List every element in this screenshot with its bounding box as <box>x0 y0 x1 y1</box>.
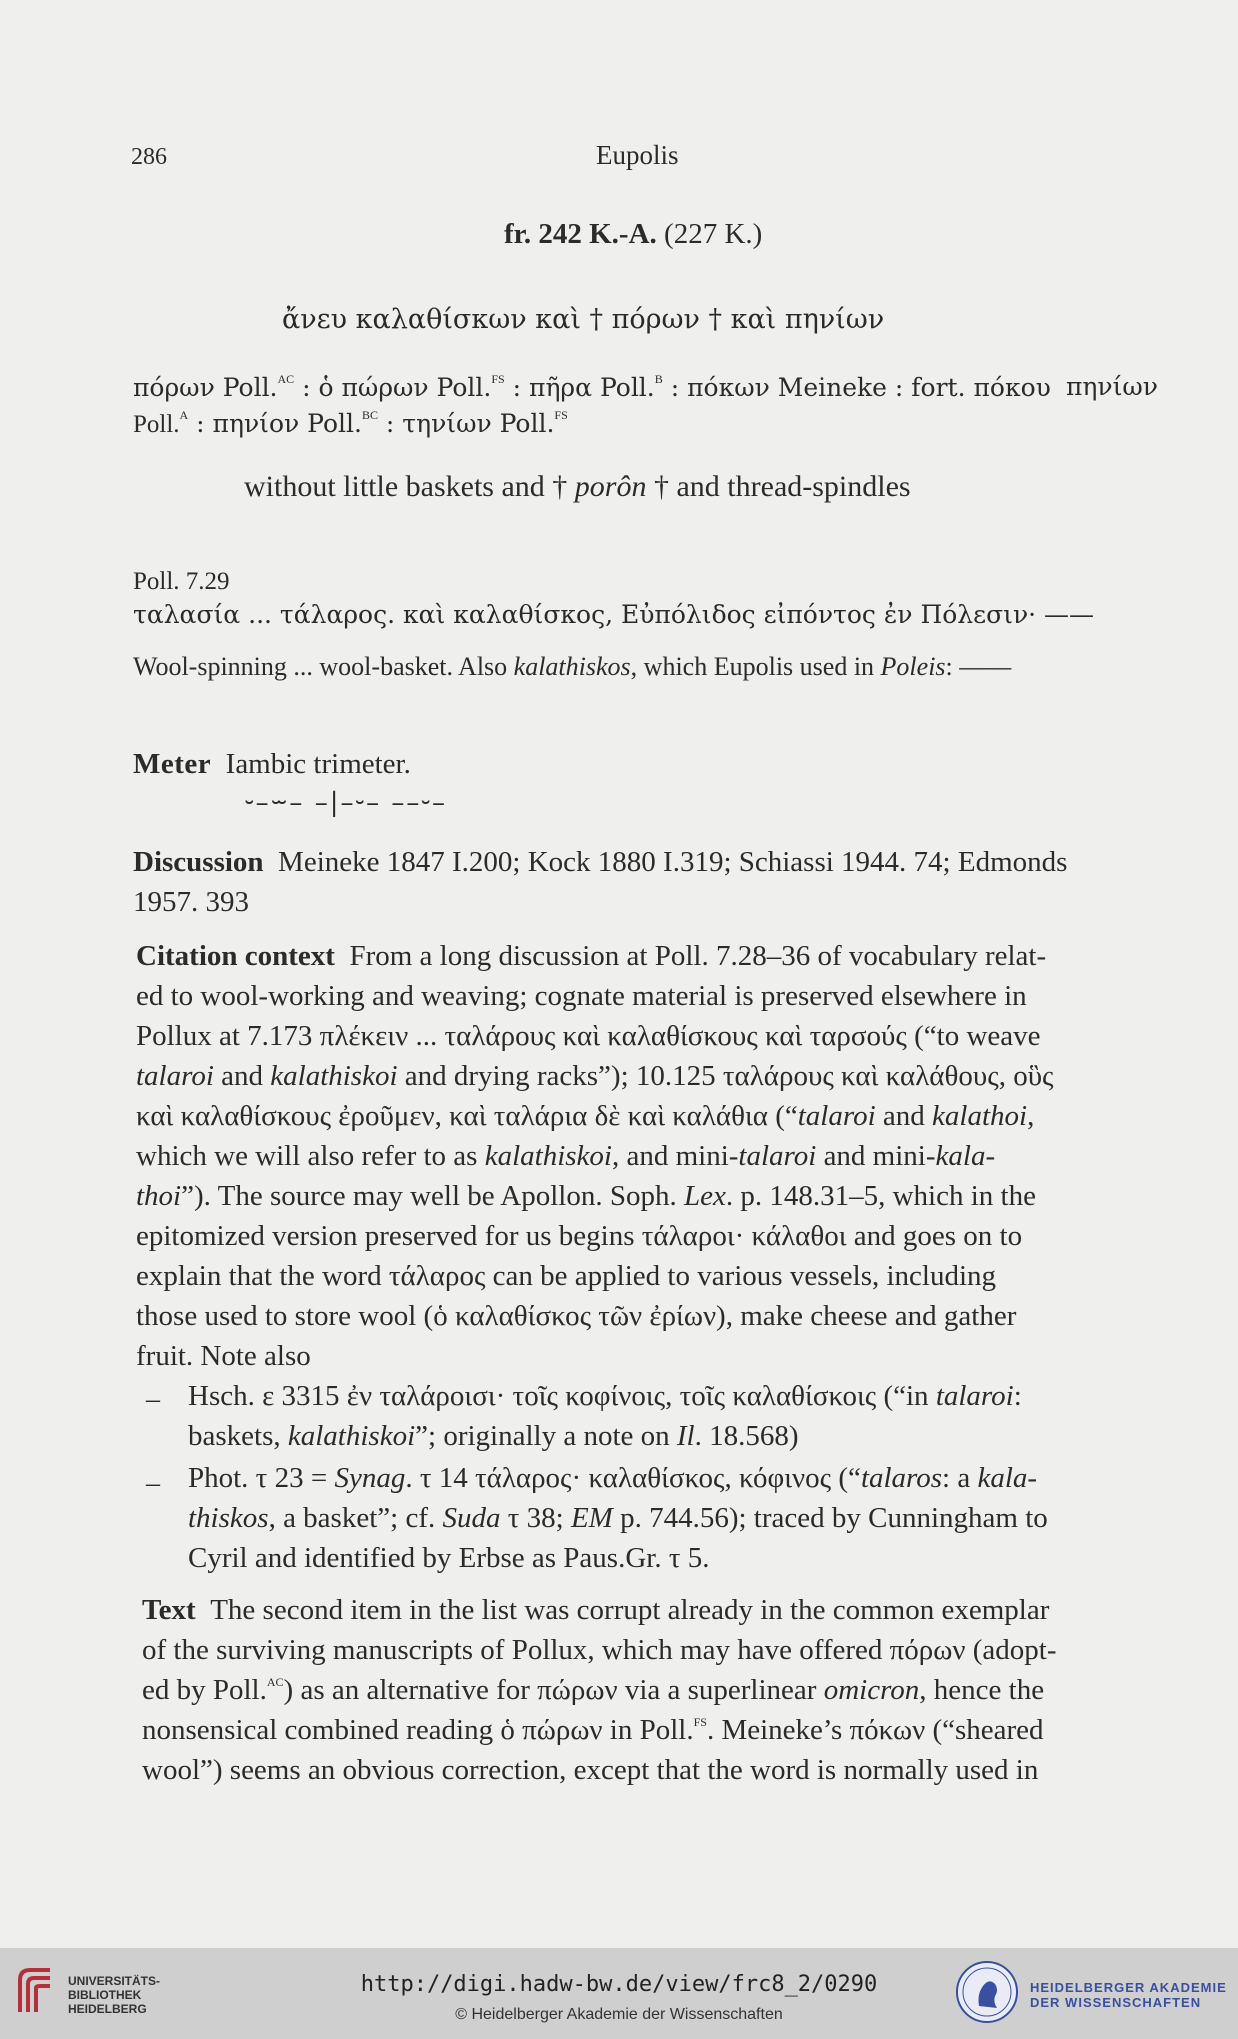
discussion-line-1: Discussion Meineke 1847 I.200; Kock 1880 I.319; Schiassi 1944. 74; Edmonds <box>133 846 1068 878</box>
text-line-2: of the surviving manuscripts of Pollux, which may have offered πόρων (adopt- <box>142 1634 1057 1666</box>
translation: without little baskets and † porôn † and thread-spindles <box>244 470 911 503</box>
meter-label: Meter <box>133 748 212 780</box>
viewer-footer <box>0 1948 1238 2039</box>
citation-line-10: those used to store wool (ὁ καλαθίσκος τῶν ἐρίων), make cheese and gather <box>136 1300 1017 1332</box>
copyright-notice: © Heidelberger Akademie der Wissenschaften <box>455 2006 783 2023</box>
citation-line-2: ed to wool-working and weaving; cognate material is preserved elsewhere in <box>136 980 1027 1012</box>
fragment-label: fr. 242 K.-A. <box>504 218 657 250</box>
apparatus-entry: : τηνίων Poll. <box>377 409 555 438</box>
siglum: FS <box>554 408 568 422</box>
text-line-1: Text The second item in the list was corrupt already in the common exemplar <box>142 1594 1050 1626</box>
page-number: 286 <box>131 144 167 170</box>
list-dash: – <box>146 1384 160 1415</box>
academy-name: HEIDELBERGER AKADEMIE DER WISSENSCHAFTEN <box>1030 1980 1227 2010</box>
permalink-url[interactable]: http://digi.hadw-bw.de/view/frc8_2/0290 <box>360 1972 878 1997</box>
citation-line-4: talaroi and kalathiskoi and drying racks”); 10.125 ταλάρους καὶ καλάθους, οὓς <box>136 1060 1054 1092</box>
list-item-2-line-1: Phot. τ 23 = Synag. τ 14 τάλαρος· καλαθίσκος, κόφινος (“talaros: a kala- <box>188 1462 1038 1494</box>
apparatus-entry: πόρων Poll. <box>133 373 278 402</box>
text-label: Text <box>142 1594 196 1626</box>
discussion-line-2: 1957. 393 <box>133 886 249 918</box>
siglum: BC <box>361 408 378 422</box>
citation-line-8: epitomized version preserved for us begins τάλαροι· κάλαθοι and goes on to <box>136 1220 1023 1252</box>
source-reference: Poll. 7.29 <box>133 568 230 595</box>
source-greek: ταλασία ... τάλαρος. καὶ καλαθίσκος, Εὐπόλιδος εἰπόντος ἐν Πόλεσιν· —— <box>133 600 1095 629</box>
apparatus-entry: : ὁ πώρων Poll. <box>294 373 492 402</box>
citation-line-11: fruit. Note also <box>136 1340 311 1372</box>
citation-line-5: καὶ καλαθίσκους ἐροῦμεν, καὶ ταλάρια δὲ καὶ καλάθια (“talaroi and kalathoi, <box>136 1100 1035 1132</box>
text-line-3: ed by Poll.$^{AC}$) as an alternative for πώρων via a superlinear omicron, hence the <box>142 1674 1045 1706</box>
apparatus-entry: : πόκων Meineke : fort. πόκου <box>662 373 1051 402</box>
apparatus-entry: : πηνίον Poll. <box>188 409 362 438</box>
apparatus-line-1 <box>133 372 1051 403</box>
text-line-4: nonsensical combined reading ὁ πώρων in Poll.$^{FS}$. Meineke’s πόκων (“sheared <box>142 1714 1044 1746</box>
source-translation: Wool-spinning ... wool-basket. Also kalathiskos, which Eupolis used in Poleis: —— <box>133 652 1012 681</box>
siglum: FS <box>491 372 505 386</box>
siglum: A <box>179 408 189 422</box>
siglum: AC <box>277 372 295 386</box>
apparatus-entry: : πῆρα Poll. <box>504 373 655 402</box>
fragment-greek-text: ἄνευ καλαθίσκων καὶ † πόρων † καὶ πηνίων <box>282 304 885 335</box>
apparatus-entry: Poll. <box>133 411 180 438</box>
text-line-5: wool”) seems an obvious correction, except that the word is normally used in <box>142 1754 1039 1786</box>
running-title: Eupolis <box>596 140 679 170</box>
fragment-alt-number: (227 K.) <box>656 218 763 250</box>
apparatus-lemma-2: πηνίων <box>1066 372 1158 401</box>
siglum: B <box>654 372 663 386</box>
university-library-name: UNIVERSITÄTS- BIBLIOTHEK HEIDELBERG <box>68 1974 161 2016</box>
apparatus-line-2 <box>133 408 568 439</box>
list-item-1-line-2: baskets, kalathiskoi”; originally a note on Il. 18.568) <box>188 1420 799 1452</box>
fragment-heading <box>504 218 762 251</box>
citation-line-1: Citation context From a long discussion at Poll. 7.28–36 of vocabulary relat- <box>136 940 1047 972</box>
academy-seal-icon <box>955 1960 1019 2024</box>
list-dash: – <box>146 1468 160 1499</box>
citation-line-3: Pollux at 7.173 πλέκειν ... ταλάρους καὶ καλαθίσκους καὶ ταρσούς (“to weave <box>136 1020 1041 1052</box>
list-item-2-line-2: thiskos, a basket”; cf. Suda τ 38; EM p. 744.56); traced by Cunningham to <box>188 1502 1048 1534</box>
citation-line-9: explain that the word τάλαρος can be applied to various vessels, including <box>136 1260 997 1292</box>
citation-line-6: which we will also refer to as kalathiskoi, and mini-talaroi and mini-kala- <box>136 1140 996 1172</box>
list-item-2-line-3: Cyril and identified by Erbse as Paus.Gr. τ 5. <box>188 1542 710 1574</box>
discussion-label: Discussion <box>133 846 264 878</box>
meter-line <box>133 748 411 781</box>
meter-text: Iambic trimeter. <box>225 748 411 780</box>
list-item-1-line-1: Hsch. ε 3315 ἐν ταλάροισι· τοῖς κοφίνοις, τοῖς καλαθίσκοις (“in talaroi: <box>188 1380 1022 1412</box>
metrical-scheme: ⏑–⏖– –|–⏑– ––⏑– <box>245 788 448 818</box>
citation-label: Citation context <box>136 940 335 972</box>
citation-line-7: thoi”). The source may well be Apollon. Soph. Lex. p. 148.31–5, which in the <box>136 1180 1036 1212</box>
